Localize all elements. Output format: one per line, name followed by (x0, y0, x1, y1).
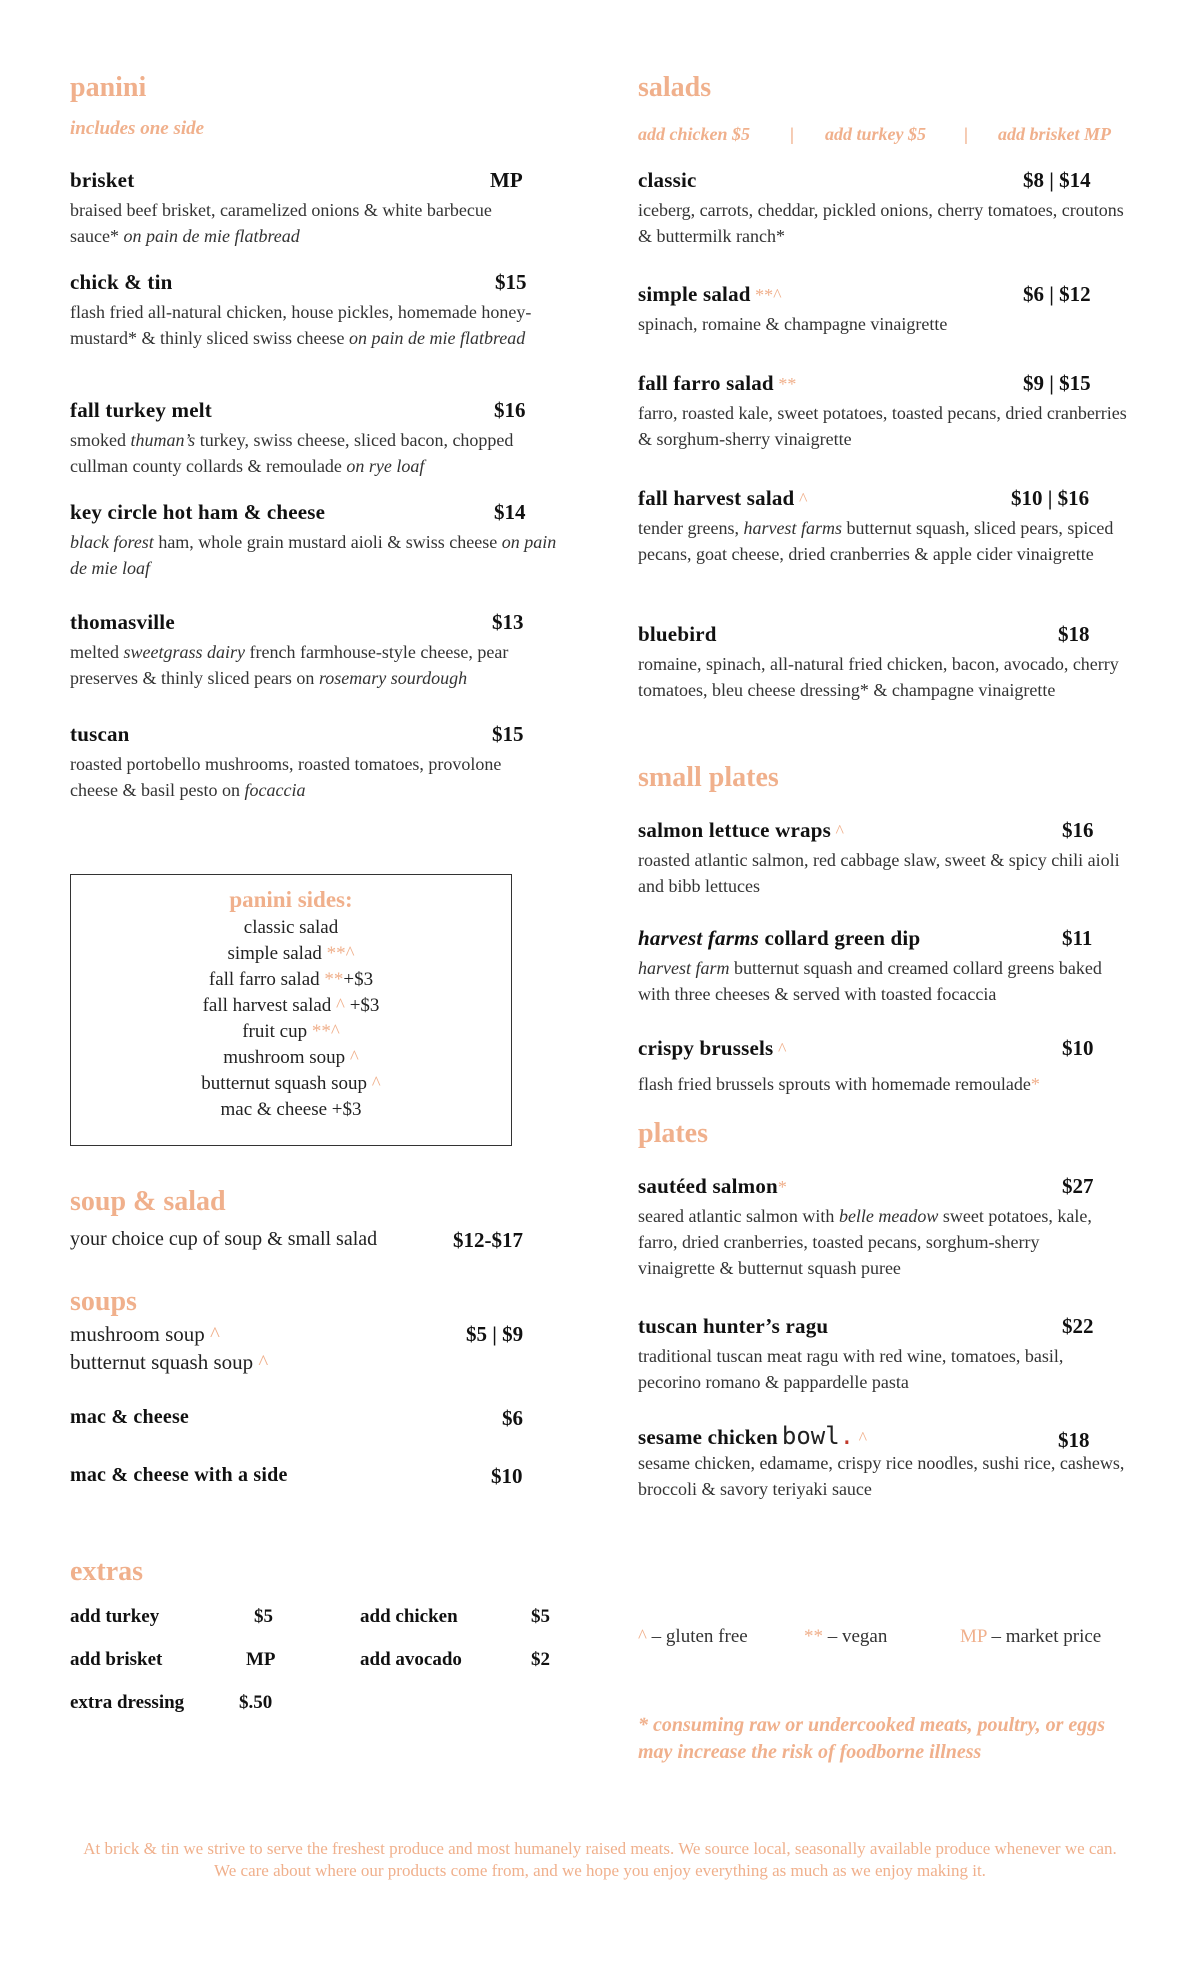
item-desc: black forest ham, whole grain mustard aioli & swiss cheese on pain de mie loaf (70, 532, 557, 578)
item-desc: tender greens, harvest farms butternut squash, sliced pears, spiced pecans, goat cheese, dried cranberries & apple cider vinaigrette (638, 518, 1114, 564)
item-price: $11 (1062, 926, 1093, 950)
extra-name: add turkey (70, 1606, 160, 1627)
item-name: bluebird (638, 622, 717, 646)
item-price: $6 | $12 (1023, 282, 1091, 306)
extra-price: $5 (254, 1606, 273, 1627)
mac-cheese-price: $6 (502, 1406, 523, 1430)
item-name: fall farro salad (638, 371, 774, 395)
item-name: classic (638, 168, 697, 192)
side-item: fall harvest salad ^ +$3 (202, 995, 380, 1016)
soup-butternut: butternut squash soup ^ (70, 1350, 269, 1374)
item-name: fall harvest salad (638, 486, 795, 510)
item-name: brisket (70, 168, 135, 192)
item-price: $15 (492, 722, 524, 746)
menu-item-fall-farro-salad: fall farro salad ** $9 | $15 farro, roasted kale, sweet potatoes, toasted pecans, dried cranberries & sorghum-sherry vinaigrette (638, 371, 1128, 452)
item-name: sesame chicken (638, 1425, 778, 1449)
menu-item-thomasville (70, 610, 530, 691)
item-desc: flash fried all-natural chicken, house pickles, homemade honey-mustard* & thinly sliced swiss cheese on pain de mie flatbread (70, 302, 532, 348)
side-item: classic salad (243, 917, 339, 938)
item-price: $16 (1062, 818, 1094, 842)
item-price: $18 (1058, 622, 1090, 646)
side-item: fall farro salad **+$3 (208, 969, 374, 990)
sides-title: panini sides: (229, 887, 353, 912)
menu-item-fall-harvest-salad: fall harvest salad ^ $10 | $16 tender greens, harvest farms butternut squash, sliced pears, spiced pecans, goat cheese, dried cranberries & apple cider vinaigrette (638, 486, 1128, 567)
addon-separator: | (964, 124, 968, 144)
item-name: harvest farms collard green dip (638, 926, 921, 950)
item-name: tuscan (70, 722, 130, 746)
extra-name: add chicken (360, 1606, 458, 1627)
item-price: MP (490, 168, 523, 192)
small-plates-title: small plates (638, 762, 779, 793)
menu-item-brisket (70, 168, 530, 249)
item-price: $18 (1058, 1428, 1090, 1452)
item-desc: spinach, romaine & champagne vinaigrette (638, 314, 948, 334)
soup-salad-title: soup & salad (70, 1186, 226, 1217)
menu-item-classic (638, 168, 1128, 249)
item-name: chick & tin (70, 270, 173, 294)
item-name: fall turkey melt (70, 398, 212, 422)
item-desc: braised beef brisket, caramelized onions & white barbecue sauce* on pain de mie flatbread (70, 200, 492, 246)
item-price: $27 (1062, 1174, 1094, 1198)
menu-item-collard-green-dip (638, 926, 1138, 1007)
extra-name: add avocado (360, 1649, 462, 1670)
extra-name: add brisket (70, 1649, 163, 1670)
sides-list (71, 915, 511, 1123)
legend-gluten-free: ^ – gluten free (638, 1626, 748, 1647)
salads-addon: add turkey $5 (825, 124, 926, 144)
menu-item-sesame-chicken-bowl: sesame chicken bowl. ^ $18 sesame chicken, edamame, crispy rice noodles, sushi rice, cashews, broccoli & savory teriyaki sauce (638, 1422, 1138, 1502)
item-price: $16 (494, 398, 526, 422)
item-price: $22 (1062, 1314, 1094, 1338)
item-price: $10 (1062, 1036, 1094, 1060)
addon-separator: | (790, 124, 794, 144)
item-name: thomasville (70, 610, 175, 634)
panini-subtitle: includes one side (70, 118, 205, 139)
item-price: $14 (494, 500, 526, 524)
item-price: $13 (492, 610, 524, 634)
extra-name: extra dressing (70, 1692, 185, 1713)
legend-market-price: MP – market price (960, 1626, 1102, 1647)
item-price: $9 | $15 (1023, 371, 1091, 395)
side-item: fruit cup **^ (242, 1021, 340, 1042)
plates-title: plates (638, 1118, 708, 1149)
menu-item-tuscan-hunters-ragu (638, 1314, 1138, 1395)
soup-salad-price: $12-$17 (453, 1228, 523, 1252)
side-item: mushroom soup ^ (223, 1047, 359, 1068)
menu-item-chick-and-tin (70, 270, 530, 351)
bowl-logo: bowl. (781, 1422, 855, 1450)
item-name: simple salad (638, 282, 751, 306)
item-desc: melted sweetgrass dairy french farmhouse-style cheese, pear preserves & thinly sliced pears on rosemary sourdough (70, 642, 509, 688)
extra-price: MP (246, 1649, 276, 1670)
menu-item-sauteed-salmon: sautéed salmon* $27 seared atlantic salmon with belle meadow sweet potatoes, kale, farro, dried cranberries, toasted pecans, sorghum-sherry vinaigrette & butternut squash puree (638, 1174, 1138, 1281)
item-desc: seared atlantic salmon with belle meadow sweet potatoes, kale, farro, dried cranberries, toasted pecans, sorghum-sherry vinaigrette & butternut squash puree (638, 1206, 1092, 1278)
item-desc: traditional tuscan meat ragu with red wine, tomatoes, basil, pecorino romano & pappardelle pasta (638, 1346, 1064, 1392)
soup-salad-desc: your choice cup of soup & small salad (70, 1228, 378, 1250)
item-price: $10 | $16 (1011, 486, 1090, 510)
item-name: sautéed salmon (638, 1174, 778, 1198)
item-price: $8 | $14 (1023, 168, 1091, 192)
mac-cheese-name: mac & cheese (70, 1406, 190, 1428)
item-desc: farro, roasted kale, sweet potatoes, toasted pecans, dried cranberries & sorghum-sherry vinaigrette (638, 403, 1127, 449)
legend-vegan: ** – vegan (804, 1626, 888, 1647)
side-item: simple salad **^ (227, 943, 355, 964)
mac-side-name: mac & cheese with a side (70, 1464, 288, 1486)
salads-title: salads (638, 72, 712, 103)
panini-sides-box (70, 874, 512, 1146)
item-name: key circle hot ham & cheese (70, 500, 326, 524)
footer-statement: At brick & tin we strive to serve the freshest produce and most humanely raised meats. We source local, seasonally available produce whenever we can. We care about where our products come from, and we hope you enjoy everything as much as we enjoy making it. (83, 1839, 1117, 1880)
extra-price: $2 (531, 1649, 550, 1670)
extra-price: $5 (531, 1606, 550, 1627)
item-desc: flash fried brussels sprouts with homemade remoulade* (638, 1074, 1040, 1094)
soups-price: $5 | $9 (466, 1322, 524, 1346)
item-desc: sesame chicken, edamame, crispy rice noodles, sushi rice, cashews, broccoli & savory teriyaki sauce (638, 1453, 1125, 1499)
menu-item-crispy-brussels: crispy brussels ^ $10 flash fried brussels sprouts with homemade remoulade* (638, 1036, 1138, 1097)
item-desc: smoked thuman’s turkey, swiss cheese, sliced bacon, chopped cullman county collards & remoulade on rye loaf (70, 430, 514, 476)
extra-price: $.50 (239, 1692, 273, 1713)
salads-addon: add chicken $5 (638, 124, 750, 144)
menu-item-bluebird (638, 622, 1138, 703)
menu-item-tuscan (70, 722, 530, 803)
salads-addon: add brisket MP (998, 124, 1112, 144)
soups-title: soups (70, 1286, 137, 1317)
menu-item-fall-turkey-melt (70, 398, 530, 479)
side-item: butternut squash soup ^ (201, 1073, 381, 1094)
soup-mushroom: mushroom soup ^ (70, 1322, 220, 1346)
item-desc: roasted portobello mushrooms, roasted tomatoes, provolone cheese & basil pesto on focaccia (70, 754, 502, 800)
item-name: crispy brussels (638, 1036, 774, 1060)
item-name: tuscan hunter’s ragu (638, 1314, 829, 1338)
menu-item-key-circle-hot-ham (70, 500, 557, 581)
mac-side-price: $10 (491, 1464, 523, 1488)
panini-title: panini (70, 72, 147, 103)
item-name: salmon lettuce wraps (638, 818, 831, 842)
item-price: $15 (495, 270, 527, 294)
extras-title: extras (70, 1556, 144, 1587)
menu-item-salmon-lettuce-wraps: salmon lettuce wraps ^ $16 roasted atlantic salmon, red cabbage slaw, sweet & spicy chili aioli and bibb lettuces (638, 818, 1138, 899)
item-desc: iceberg, carrots, cheddar, pickled onions, cherry tomatoes, croutons & buttermilk ranch* (638, 200, 1124, 246)
item-desc: roasted atlantic salmon, red cabbage slaw, sweet & spicy chili aioli and bibb lettuces (638, 850, 1120, 896)
foodborne-warning: * consuming raw or undercooked meats, poultry, or eggs may increase the risk of foodborne illness (638, 1714, 1106, 1763)
item-desc: harvest farm butternut squash and creamed collard greens baked with three cheeses & served with toasted focaccia (638, 958, 1102, 1004)
side-item: mac & cheese +$3 (220, 1099, 362, 1120)
menu-item-simple-salad: simple salad **^ $6 | $12 spinach, romaine & champagne vinaigrette (638, 282, 1128, 337)
item-desc: romaine, spinach, all-natural fried chicken, bacon, avocado, cherry tomatoes, bleu cheese dressing* & champagne vinaigrette (638, 654, 1119, 700)
